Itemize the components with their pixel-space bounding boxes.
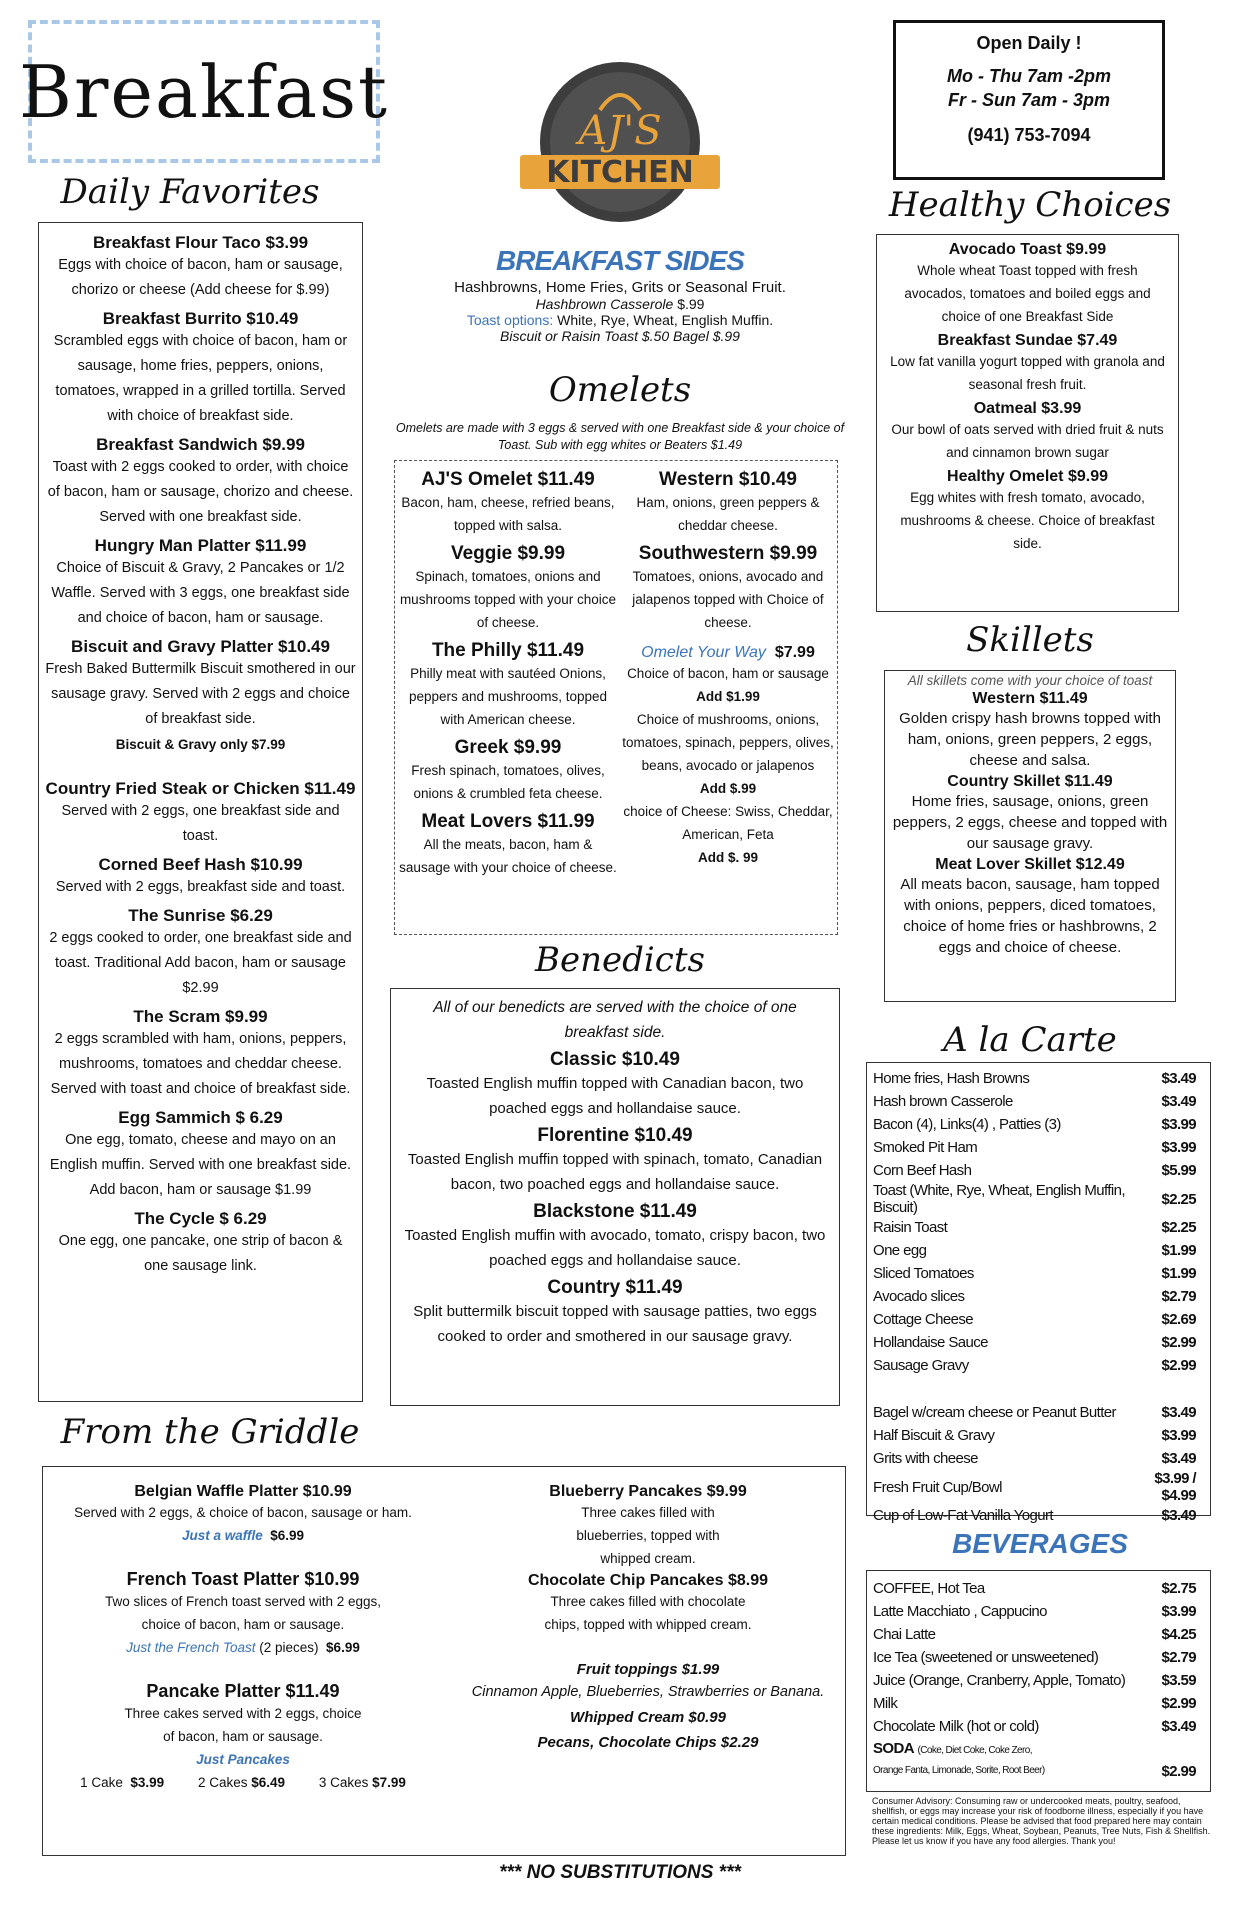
omelet-your-way	[621, 644, 835, 662]
title-box	[19, 20, 389, 163]
skillet-desc: Home fries, sausage, onions, green peppers, 2 eggs, cheese and topped with our sausage gravy.	[892, 793, 1168, 852]
choc-chip-desc: Three cakes filled with chocolate chips, topped with whipped cream.	[544, 1594, 752, 1632]
griddle-left	[53, 1477, 433, 1794]
omelet-name: Greek $9.99	[454, 737, 562, 758]
price-item-name: Cottage Cheese	[873, 1311, 974, 1328]
carte-table-2	[873, 1401, 1204, 1527]
omelet-desc: Ham, onions, green peppers & cheddar cheese.	[636, 495, 820, 533]
price-item-name: Chocolate Milk (hot or cold)	[873, 1718, 1039, 1735]
price-row	[873, 1331, 1204, 1354]
griddle-right	[463, 1477, 833, 1754]
benedicts-box	[390, 988, 840, 1406]
sides-toast	[400, 312, 840, 328]
skillet-name: Western $11.49	[972, 690, 1088, 707]
daily-item-name: The Scram $9.99	[133, 1007, 268, 1026]
benedict-name: Blackstone $11.49	[533, 1201, 697, 1222]
daily-favorites-list	[45, 233, 356, 1279]
price-item-name: Sliced Tomatoes	[873, 1265, 974, 1282]
beverages-table	[873, 1577, 1204, 1738]
your-way-price: $7.99	[774, 644, 815, 661]
blueberry-desc: Three cakes filled with blueberries, topped with whipped cream.	[576, 1505, 720, 1566]
hours-line-2: Fr - Sun 7am - 3pm	[947, 90, 1111, 110]
daily-item-desc: Scrambled eggs with choice of bacon, ham or sausage, home fries, peppers, onions, tomatoes, wrapped in a grilled tortilla. Served with choice of breakfast side.	[53, 333, 348, 424]
soda-table	[873, 1738, 1204, 1780]
just-french-pieces: (2 pieces)	[259, 1640, 319, 1655]
benedict-desc: Toasted English muffin topped with spinach, tomato, Canadian bacon, two poached eggs and hollandaise sauce.	[407, 1151, 823, 1193]
cake-3-price: $7.99	[372, 1775, 406, 1790]
price-item-name: Sausage Gravy	[873, 1357, 969, 1374]
price-row	[873, 1470, 1204, 1504]
cake-2-price: $6.49	[251, 1775, 286, 1790]
daily-item-name: Country Fried Steak or Chicken $11.49	[45, 779, 356, 798]
price-item-name: Grits with cheese	[873, 1450, 978, 1467]
beverages-box	[866, 1570, 1211, 1792]
omelet-name: Southwestern $9.99	[638, 543, 818, 564]
omelet-desc: Spinach, tomatoes, onions and mushrooms topped with your choice of cheese.	[399, 569, 617, 630]
just-waffle-label: Just a waffle	[181, 1528, 263, 1543]
benedicts-list	[401, 1049, 829, 1349]
price-item-price: $5.99	[1161, 1162, 1196, 1179]
price-item-name: Hash brown Casserole	[873, 1093, 1013, 1110]
price-item-name: Milk	[873, 1695, 898, 1712]
just-french-price: $6.99	[326, 1640, 360, 1655]
soda-list-a: (Coke, Diet Coke, Coke Zero,	[917, 1745, 1032, 1756]
price-item-price: $3.99	[1161, 1139, 1196, 1156]
benedict-desc: Split buttermilk biscuit topped with sausage patties, two eggs cooked to order and smothered in our sausage gravy.	[413, 1303, 817, 1345]
daily-item-name: Biscuit and Gravy Platter $10.49	[71, 637, 330, 656]
price-item-name: Latte Macchiato , Cappucino	[873, 1603, 1047, 1620]
benedict-name: Florentine $10.49	[537, 1125, 693, 1146]
price-item-price: $3.99	[1161, 1427, 1196, 1444]
soda-name	[873, 1738, 1126, 1780]
cake-1-price: $3.99	[130, 1775, 165, 1790]
skillets-note: All skillets come with your choice of toast	[907, 673, 1153, 688]
price-item-name: COFFEE, Hot Tea	[873, 1580, 985, 1597]
daily-item-desc: 2 eggs scrambled with ham, onions, peppers, mushrooms, tomatoes and cheddar cheese. Served with toast and choice of breakfast side.	[50, 1031, 351, 1097]
price-item-name: Bacon (4), Links(4) , Patties (3)	[873, 1116, 1061, 1133]
healthy-item-name: Avocado Toast $9.99	[948, 241, 1107, 258]
your-way-meat: Choice of bacon, ham or sausage	[627, 666, 829, 681]
price-item-price: $2.99	[1161, 1334, 1196, 1351]
omelet-name: The Philly $11.49	[431, 640, 585, 661]
price-item-price: $1.99	[1161, 1265, 1196, 1282]
price-row	[873, 1600, 1204, 1623]
pecans-chips: Pecans, Chocolate Chips $2.29	[537, 1734, 759, 1751]
price-item-price: $2.79	[1161, 1288, 1196, 1305]
french-toast-desc: Two slices of French toast served with 2 eggs, choice of bacon, ham or sausage.	[104, 1594, 382, 1632]
omelets-box	[394, 460, 838, 935]
price-row	[873, 1308, 1204, 1331]
your-way-add-1: Add $1.99	[696, 689, 760, 704]
waffle-name: Belgian Waffle Platter $10.99	[134, 1483, 352, 1500]
carte-box	[866, 1062, 1211, 1524]
price-item-price: $2.25	[1161, 1219, 1196, 1236]
daily-item-name: Corned Beef Hash $10.99	[98, 855, 303, 874]
skillets-heading: Skillets	[966, 620, 1094, 660]
price-item-price: $2.99	[1161, 1357, 1196, 1374]
healthy-item-name: Breakfast Sundae $7.49	[937, 332, 1118, 349]
sides-line-1: Hashbrowns, Home Fries, Grits or Seasonal Fruit.	[454, 279, 786, 296]
hours-line-1: Mo - Thu 7am -2pm	[946, 66, 1111, 86]
price-row	[873, 1262, 1204, 1285]
price-item-price: $2.79	[1161, 1649, 1196, 1666]
price-row	[873, 1136, 1204, 1159]
price-item-price: $3.49	[1161, 1404, 1196, 1421]
price-row	[873, 1159, 1204, 1182]
price-item-price: $3.49	[1161, 1093, 1196, 1110]
price-item-price: $3.99 / $4.99	[1154, 1470, 1196, 1504]
omelets-note	[395, 420, 845, 454]
price-item-name: Raisin Toast	[873, 1219, 948, 1236]
daily-item-extra: Biscuit & Gravy only $7.99	[115, 737, 286, 752]
just-pancakes-label: Just Pancakes	[196, 1752, 290, 1767]
fruit-list: Cinnamon Apple, Blueberries, Strawberries or Banana.	[471, 1684, 825, 1700]
price-row	[873, 1067, 1204, 1090]
daily-item-desc: Choice of Biscuit & Gravy, 2 Pancakes or 1/2 Waffle. Served with 3 eggs, one breakfast side and choice of bacon, ham or sausage.	[51, 560, 350, 626]
waffle-desc: Served with 2 eggs, & choice of bacon, sausage or ham.	[74, 1505, 412, 1520]
price-item-name: Home fries, Hash Browns	[873, 1070, 1030, 1087]
price-item-price: $3.99	[1161, 1603, 1196, 1620]
price-item-name: Corn Beef Hash	[873, 1162, 972, 1179]
skillet-name: Country Skillet $11.49	[947, 773, 1113, 790]
daily-item-desc: Toast with 2 eggs cooked to order, with choice of bacon, ham or sausage, chorizo and cheese. Served with one breakfast side.	[47, 459, 354, 525]
price-row	[873, 1182, 1204, 1216]
daily-favorites-box	[38, 222, 363, 1402]
price-item-price: $4.25	[1161, 1626, 1196, 1643]
daily-item-name: Breakfast Flour Taco $3.99	[92, 233, 309, 252]
logo-bottom-text: KITCHEN	[546, 155, 694, 190]
your-way-cheese: choice of Cheese: Swiss, Cheddar, American, Feta	[623, 804, 833, 842]
your-way-add-3: Add $. 99	[697, 850, 759, 865]
omelet-desc: Tomatoes, onions, avocado and jalapenos topped with Choice of cheese.	[632, 569, 824, 630]
daily-item-desc: Served with 2 eggs, one breakfast side and toast.	[61, 803, 340, 844]
carte-heading: A la Carte	[943, 1020, 1117, 1060]
benedicts-heading: Benedicts	[535, 940, 705, 980]
price-row	[873, 1113, 1204, 1136]
price-item-price: $2.99	[1161, 1695, 1196, 1712]
fruit-toppings: Fruit toppings $1.99	[576, 1661, 720, 1678]
price-item-name: Bagel w/cream cheese or Peanut Butter	[873, 1404, 1116, 1421]
price-item-name: One egg	[873, 1242, 927, 1259]
just-french	[53, 1636, 433, 1659]
price-row	[873, 1447, 1204, 1470]
logo-top-text: AJ'S	[578, 108, 662, 154]
sides-line-2	[400, 296, 840, 312]
healthy-item-name: Healthy Omelet $9.99	[947, 468, 1108, 485]
your-way-add-2: Add $.99	[699, 781, 757, 796]
price-item-price: $3.49	[1161, 1450, 1196, 1467]
price-item-name: Ice Tea (sweetened or unsweetened)	[873, 1649, 1099, 1666]
griddle-box	[42, 1466, 846, 1856]
just-waffle-price: $6.99	[270, 1528, 305, 1543]
soda-list-b: Orange Fanta, Limonade, Sorite, Root Beer)	[873, 1765, 1045, 1776]
daily-item-name: Breakfast Burrito $10.49	[102, 309, 299, 328]
price-item-name: Chai Latte	[873, 1626, 936, 1643]
daily-favorites-heading: Daily Favorites	[60, 172, 320, 212]
cake-2-label: 2 Cakes	[197, 1775, 248, 1790]
omelet-name: Western $10.49	[658, 469, 797, 490]
daily-item-name: Hungry Man Platter $11.99	[94, 536, 307, 555]
daily-item-name: The Cycle $ 6.29	[134, 1209, 267, 1228]
healthy-box	[876, 234, 1179, 612]
daily-item-desc: One egg, one pancake, one strip of bacon & one sausage link.	[58, 1233, 343, 1274]
daily-item-name: The Sunrise $6.29	[128, 906, 273, 925]
toast-options: White, Rye, Wheat, English Muffin.	[557, 312, 774, 328]
price-item-price: $3.59	[1161, 1672, 1196, 1689]
healthy-list	[885, 241, 1170, 555]
price-row	[873, 1090, 1204, 1113]
omelet-name: AJ'S Omelet $11.49	[421, 469, 595, 490]
hours-box	[893, 20, 1165, 180]
carte-table	[873, 1067, 1204, 1377]
omelet-desc: All the meats, bacon, ham & sausage with your choice of cheese.	[399, 837, 617, 875]
price-row	[873, 1646, 1204, 1669]
price-row	[873, 1692, 1204, 1715]
benedict-name: Classic $10.49	[550, 1049, 680, 1070]
price-row	[873, 1401, 1204, 1424]
daily-item-desc: Served with 2 eggs, breakfast side and toast.	[55, 879, 346, 895]
omelet-desc: Philly meat with sautéed Onions, peppers and mushrooms, topped with American cheese.	[408, 666, 608, 727]
healthy-heading: Healthy Choices	[888, 185, 1172, 225]
omelets-note-text: Omelets are made with 3 eggs & served with one Breakfast side & your choice of Toast. Sub with egg whites or Beaters $1.49	[395, 421, 845, 452]
skillets-list	[891, 690, 1169, 958]
healthy-item-name: Oatmeal $3.99	[973, 400, 1082, 417]
skillet-name: Meat Lover Skillet $12.49	[935, 856, 1125, 873]
choc-chip-name: Chocolate Chip Pancakes $8.99	[527, 1572, 769, 1589]
french-toast-name: French Toast Platter $10.99	[126, 1569, 360, 1589]
consumer-advisory: Consumer Advisory: Consuming raw or undercooked meats, poultry, seafood, shellfish, or eggs may increase your risk of foodborne illness, especially if you have certain medical conditions. Please be advised that food prepared here may contain these ingredients: Milk, Eggs, Wheat, Soybean, Peanuts, Tree Nuts, Fish & Shellfish. Please let us know if you have any food allergies. Thank you!	[872, 1796, 1211, 1846]
omelet-desc: Fresh spinach, tomatoes, olives, onions & crumbled feta cheese.	[411, 763, 605, 801]
benedict-desc: Toasted English muffin topped with Canadian bacon, two poached eggs and hollandaise sauce.	[426, 1075, 804, 1117]
healthy-item-desc: Egg whites with fresh tomato, avocado, mushrooms & cheese. Choice of breakfast side.	[900, 490, 1155, 551]
benedict-desc: Toasted English muffin with avocado, tomato, crispy bacon, two poached eggs and hollandaise sauce.	[404, 1227, 826, 1269]
price-item-price: $3.99	[1161, 1116, 1196, 1133]
price-item-price: $2.25	[1161, 1190, 1196, 1208]
beverages-heading: BEVERAGES	[952, 1528, 1128, 1559]
daily-item-name: Breakfast Sandwich $9.99	[96, 435, 305, 454]
pancake-desc: Three cakes served with 2 eggs, choice of bacon, ham or sausage.	[124, 1706, 362, 1744]
daily-item-desc: 2 eggs cooked to order, one breakfast side and toast. Traditional Add bacon, ham or sausage $2.99	[49, 930, 352, 996]
omelet-name: Meat Lovers $11.99	[421, 811, 595, 832]
phone-number: (941) 753-7094	[967, 125, 1091, 145]
price-row	[873, 1285, 1204, 1308]
whipped-cream: Whipped Cream $0.99	[570, 1709, 726, 1726]
skillets-box	[884, 670, 1176, 1002]
price-item-price: $3.49	[1161, 1507, 1196, 1524]
soda-row	[873, 1738, 1204, 1780]
benedict-name: Country $11.49	[547, 1277, 683, 1298]
price-item-name: Fresh Fruit Cup/Bowl	[873, 1478, 1002, 1496]
cake-1-label: 1 Cake	[80, 1775, 123, 1790]
price-row	[873, 1239, 1204, 1262]
price-row	[873, 1354, 1204, 1377]
omelet-name: Veggie $9.99	[450, 543, 566, 564]
casserole-label: Hashbrown Casserole	[535, 296, 674, 312]
daily-item-desc: One egg, tomato, cheese and mayo on an English muffin. Served with one breakfast side.	[49, 1132, 352, 1173]
your-way-veg: Choice of mushrooms, onions, tomatoes, spinach, peppers, olives, beans, avocado or jalapenos	[622, 712, 834, 773]
logo	[520, 60, 720, 225]
price-item-name: Hollandaise Sauce	[873, 1334, 988, 1351]
logo-graphic	[520, 60, 720, 225]
price-row	[873, 1669, 1204, 1692]
price-item-price: $3.49	[1161, 1070, 1196, 1087]
daily-item-desc: Eggs with choice of bacon, ham or sausage, chorizo or cheese (Add cheese for $.99)	[58, 257, 343, 298]
healthy-item-desc: Whole wheat Toast topped with fresh avocados, tomatoes and boiled eggs and choice of one Breakfast Side	[904, 263, 1151, 324]
price-item-name: Cup of Low-Fat Vanilla Yogurt	[873, 1507, 1053, 1524]
price-row	[873, 1715, 1204, 1738]
price-item-name: Half Biscuit & Gravy	[873, 1427, 995, 1444]
sides-line-4: Biscuit or Raisin Toast $.50 Bagel $.99	[500, 328, 740, 344]
price-row	[873, 1504, 1204, 1527]
skillet-desc: Golden crispy hash browns topped with ham, onions, green peppers, 2 eggs, cheese and salsa.	[899, 710, 1161, 769]
price-item-price: $2.75	[1161, 1580, 1196, 1597]
pancake-name: Pancake Platter $11.49	[146, 1681, 340, 1701]
omelets-heading: Omelets	[548, 370, 692, 410]
pancake-counts	[53, 1771, 433, 1794]
omelets-right-column	[621, 463, 835, 869]
no-substitutions: *** NO SUBSTITUTIONS ***	[499, 1862, 741, 1883]
price-row	[873, 1623, 1204, 1646]
breakfast-sides	[400, 245, 840, 344]
daily-item-desc: Fresh Baked Buttermilk Biscuit smothered in our sausage gravy. Served with 2 eggs and choice of breakfast side.	[45, 661, 356, 727]
daily-item-name: Egg Sammich $ 6.29	[118, 1108, 283, 1127]
blueberry-name: Blueberry Pancakes $9.99	[549, 1483, 747, 1500]
casserole-price: $.99	[677, 296, 705, 312]
benedicts-note: All of our benedicts are served with the choice of one breakfast side.	[433, 999, 797, 1041]
daily-item-extra: Add bacon, ham or sausage $1.99	[89, 1182, 312, 1198]
page-title: Breakfast	[19, 49, 389, 134]
soda-price: $2.99	[1161, 1763, 1196, 1780]
price-row	[873, 1424, 1204, 1447]
toast-label: Toast options:	[466, 312, 554, 328]
healthy-item-desc: Our bowl of oats served with dried fruit & nuts and cinnamon brown sugar	[891, 422, 1164, 460]
omelets-left-column	[399, 463, 617, 879]
healthy-item-desc: Low fat vanilla yogurt topped with granola and seasonal fresh fruit.	[890, 354, 1165, 392]
price-row	[873, 1216, 1204, 1239]
omelet-desc: Bacon, ham, cheese, refried beans, topped with salsa.	[401, 495, 615, 533]
griddle-heading: From the Griddle	[60, 1412, 360, 1452]
price-item-name: Juice (Orange, Cranberry, Apple, Tomato)	[873, 1672, 1126, 1689]
cake-3-label: 3 Cakes	[318, 1775, 369, 1790]
price-row	[873, 1577, 1204, 1600]
skillet-desc: All meats bacon, sausage, ham topped with onions, peppers, diced tomatoes, choice of home fries or hashbrowns, 2 eggs and choice of cheese.	[900, 876, 1160, 956]
price-item-name: Avocado slices	[873, 1288, 965, 1305]
just-french-label: Just the French Toast	[126, 1640, 256, 1655]
just-waffle	[53, 1524, 433, 1547]
price-item-price: $1.99	[1161, 1242, 1196, 1259]
price-item-price: $2.69	[1161, 1311, 1196, 1328]
price-item-name: Toast (White, Rye, Wheat, English Muffin, Biscuit)	[873, 1182, 1125, 1216]
hours-heading: Open Daily !	[976, 33, 1082, 53]
sides-heading: BREAKFAST SIDES	[496, 245, 744, 276]
price-item-name: Smoked Pit Ham	[873, 1139, 978, 1156]
price-item-price: $3.49	[1161, 1718, 1196, 1735]
soda-label: SODA	[873, 1740, 914, 1757]
omelets-right-list	[621, 469, 835, 634]
your-way-name: Omelet Your Way	[641, 644, 766, 661]
